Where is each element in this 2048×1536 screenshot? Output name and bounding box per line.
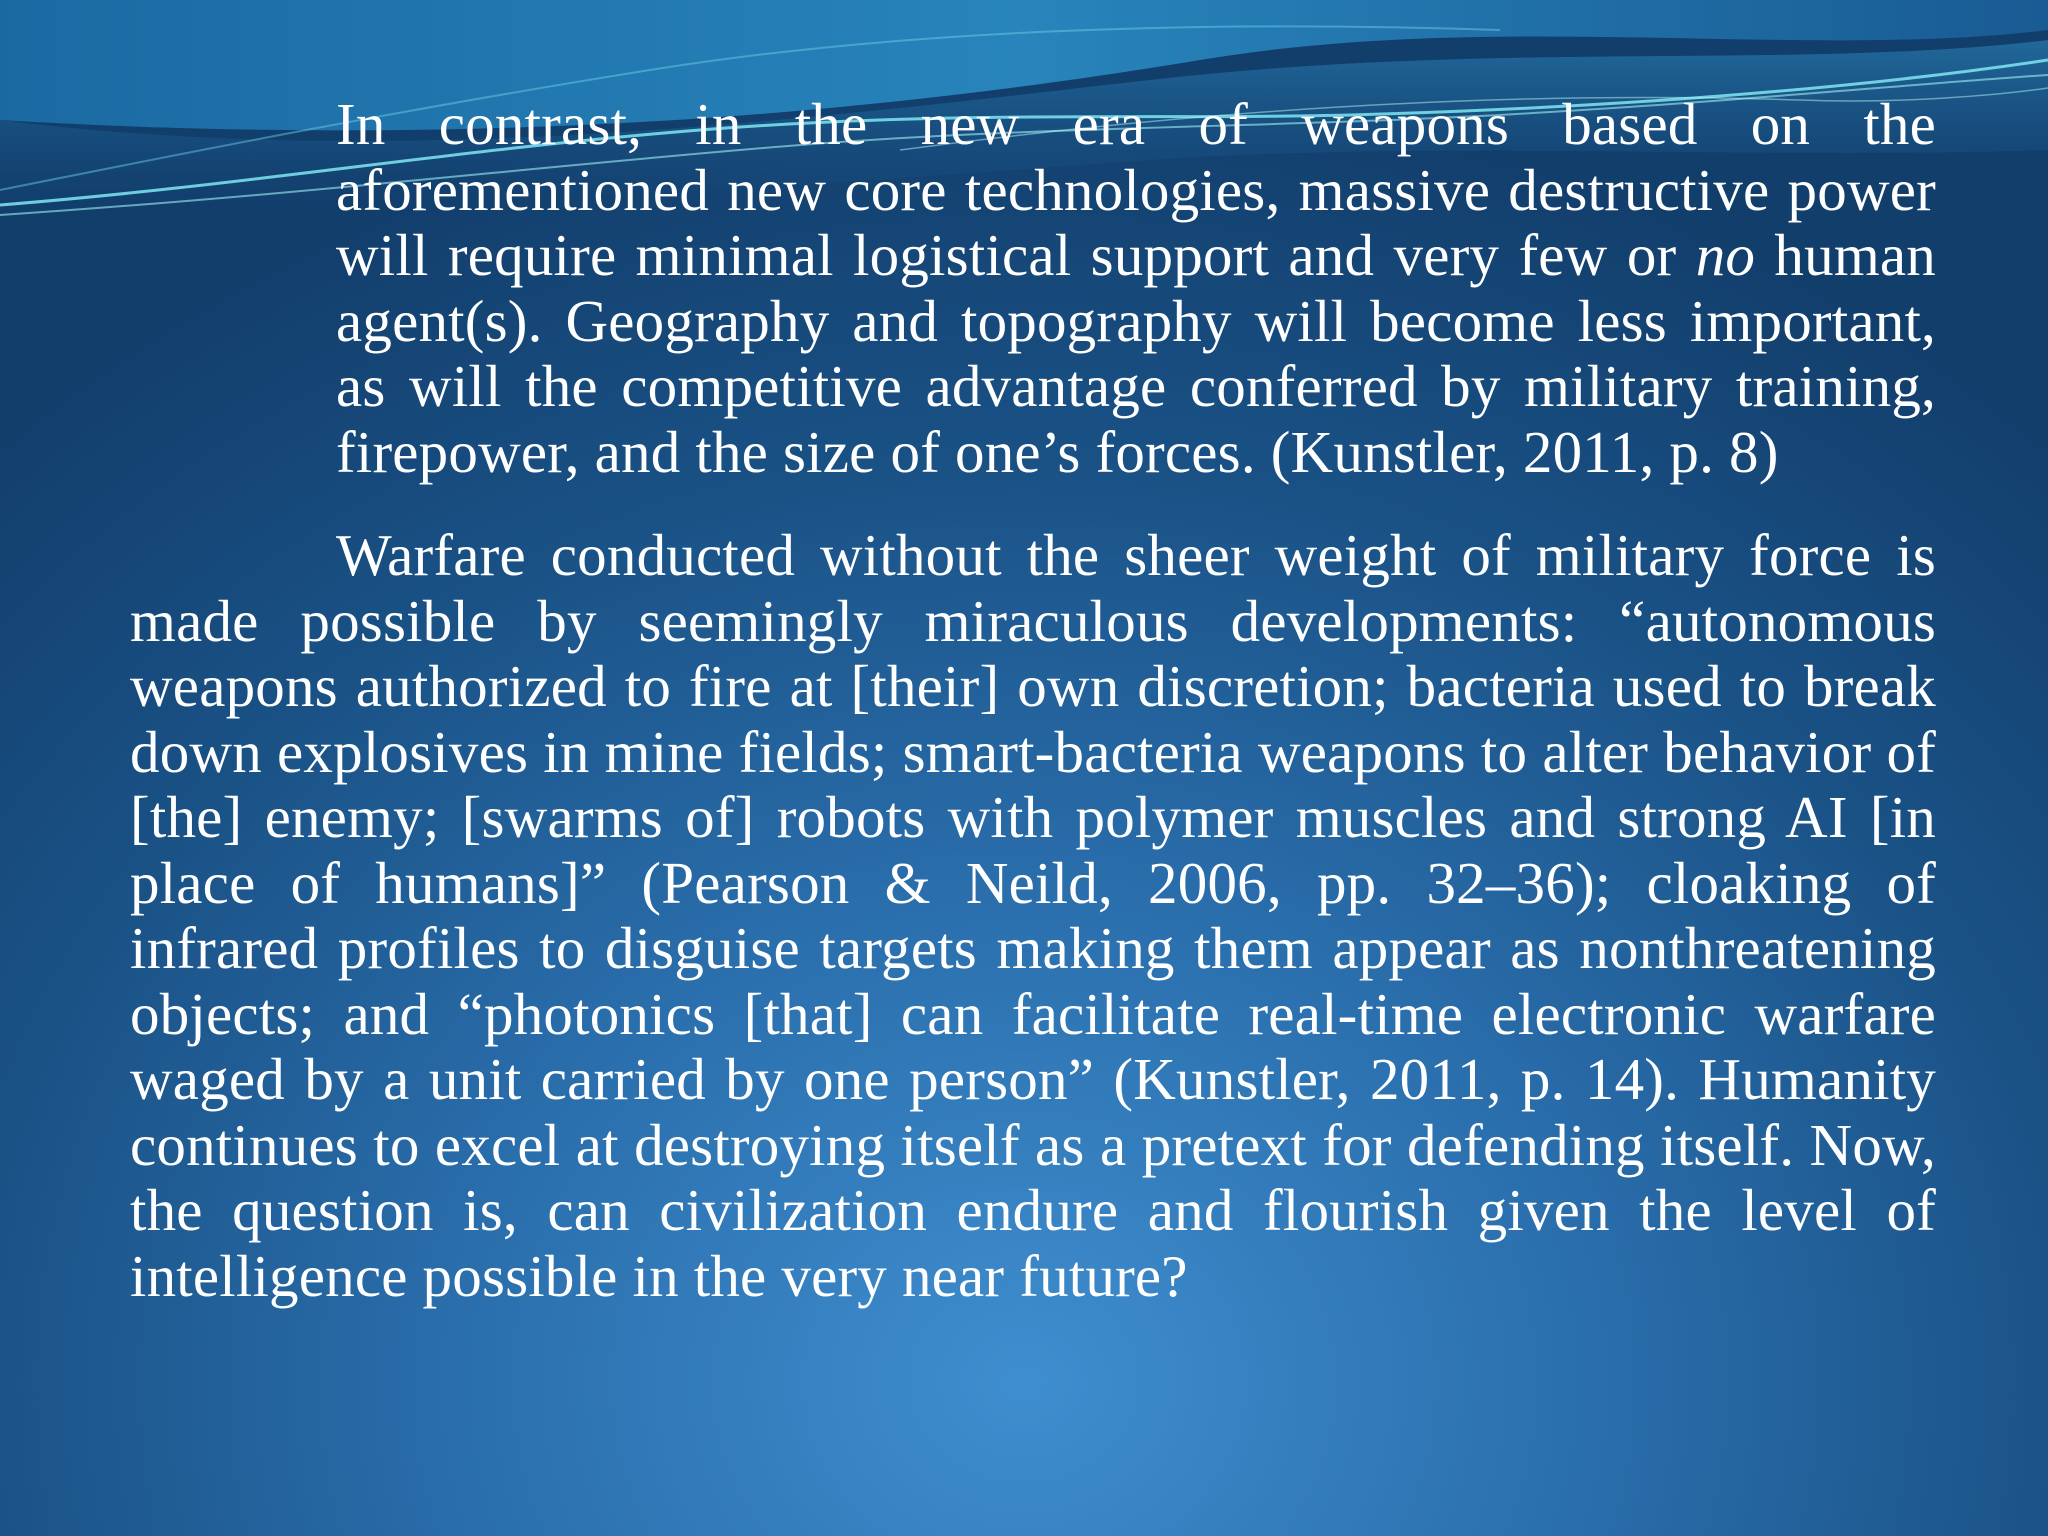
quote-text-start: In contrast, in the new era of weapons based on the aforementioned new core technologies, massive destructive power will require minimal logistical support and very few or [336, 91, 1936, 288]
quote-text-end: human agent(s). Geography and topography will become less important, as will the competitive advantage conferred by military training, firepower, and the size of one’s forces. (Kunstler, 2011, p. 8) [336, 222, 1936, 485]
body-paragraph: Warfare conducted without the sheer weight of military force is made possible by seemingly miraculous developments: “autonomous weapons authorized to fire at [their] own discretion; bacteria used to break down explosives in mine fields; smart-bacteria weapons to alter behavior of [the] enemy; [swarms of] robots with polymer muscles and strong AI [in place of humans]” (Pearson & Neild, 2006, pp. 32–36); cloaking of infrared profiles to disguise targets making them appear as nonthreatening objects; and “photonics [that] can facilitate real-time electronic warfare waged by a unit carried by one person” (Kunstler, 2011, p. 14). Humanity continues to excel at destroying itself as a pretext for defending itself. Now, the question is, can civilization endure and flourish given the level of intelligence possible in the very near future? [130, 522, 1936, 1309]
quote-emphasis: no [1695, 222, 1756, 288]
slide-body [130, 92, 1936, 1309]
block-quote [336, 92, 1936, 485]
